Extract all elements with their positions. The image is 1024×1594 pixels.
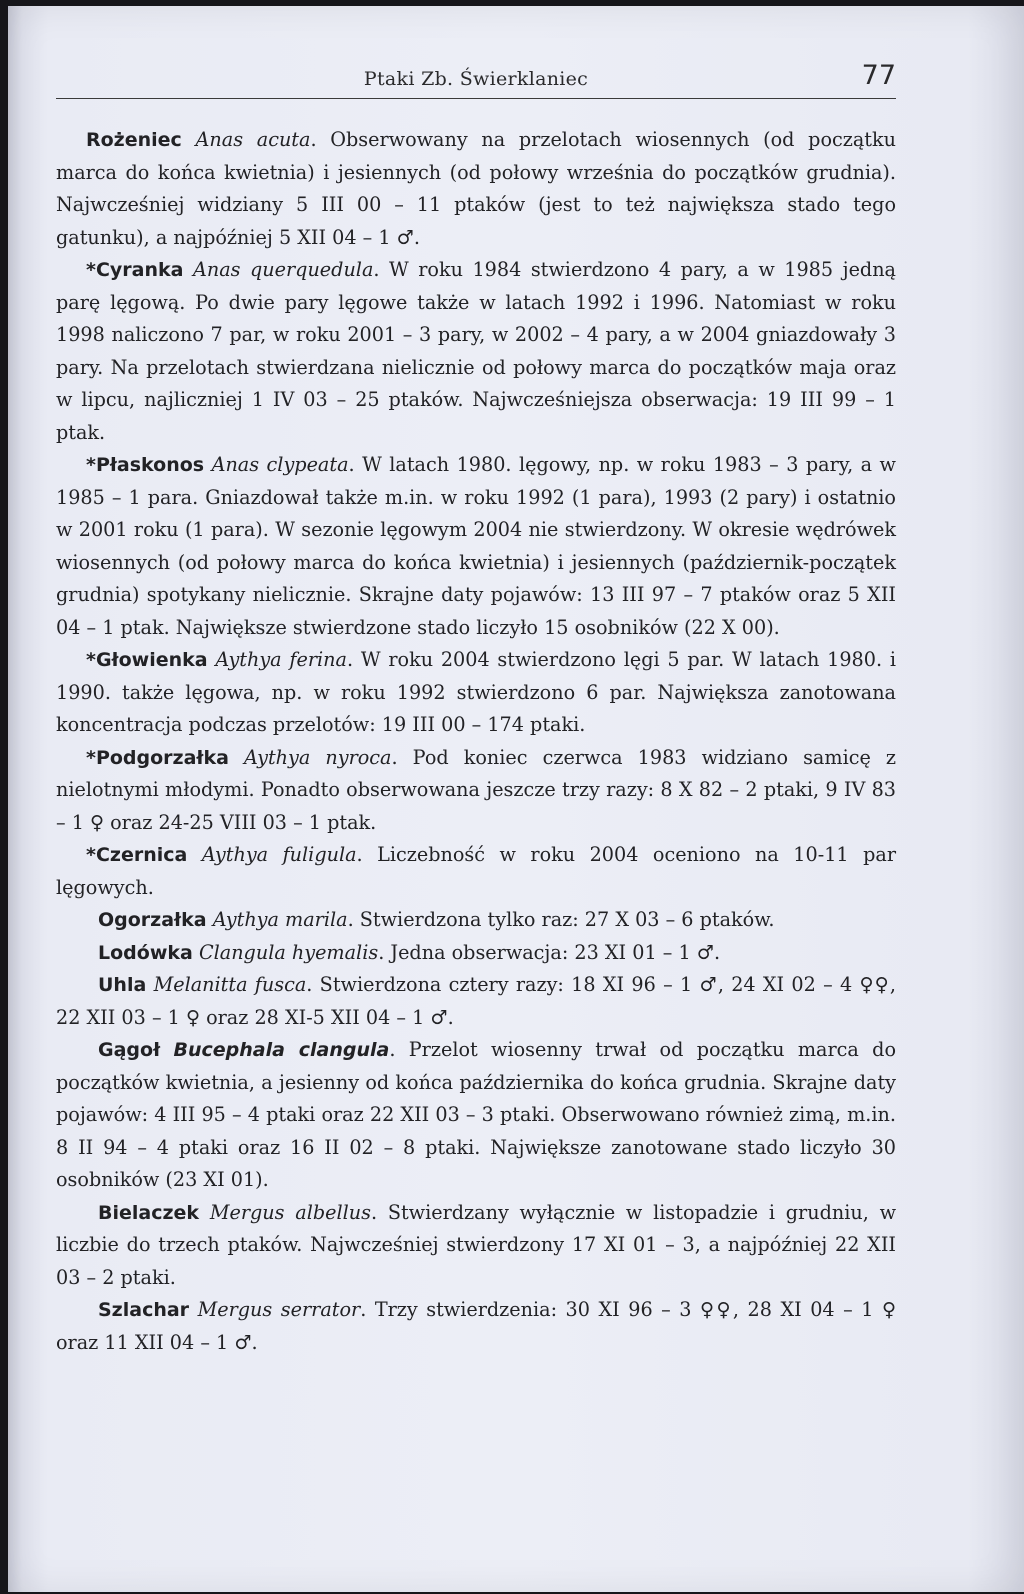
species-name-latin: Anas clypeata bbox=[211, 453, 349, 476]
species-entry-bielaczek bbox=[56, 1197, 896, 1295]
breeding-marker: * bbox=[86, 259, 96, 281]
page-number: 77 bbox=[861, 60, 896, 91]
species-entry-uhla bbox=[56, 969, 896, 1034]
species-name-pl: Płaskonos bbox=[95, 454, 205, 476]
species-name-latin: Melanitta fusca bbox=[153, 973, 307, 996]
species-description: . W roku 2004 stwierdzono lęgi 5 par. W latach 1980. i 1990. także lęgowa, np. w roku 1992 stwierdzono 6 par. Największa zanotowana koncentracja podczas przelotów: 19 III 00 – 174 ptaki. bbox=[56, 648, 896, 736]
species-description: . W roku 1984 stwierdzono 4 pary, a w 1985 jedną parę lęgową. Po dwie pary lęgowe także w latach 1992 i 1996. Natomiast w roku 1998 naliczono 7 par, w roku 2001 – 3 pary, w 2002 – 4 pary, a w 2004 gniazdowały 3 pary. Na przelotach stwierdzana nielicznie od połowy marca do początków maja oraz w lipcu, najliczniej 1 IV 03 – 25 ptaków. Najwcześniejsza obserwacja: 19 III 99 – 1 ptak. bbox=[56, 258, 897, 444]
species-name-latin: Mergus albellus bbox=[209, 1200, 371, 1224]
species-entry-szlachar bbox=[56, 1294, 896, 1359]
breeding-marker: * bbox=[86, 649, 96, 671]
species-name-pl: Czernica bbox=[95, 844, 188, 866]
species-description: . Przelot wiosenny trwał od początku marca do początków kwietnia, a jesienny od końca października do końca grudnia. Skrajne daty pojawów: 4 III 95 – 4 ptaki oraz 22 XII 03 – 3 ptaki. Obserwowano również zimą, m.in. 8 II 94 – 4 ptaki oraz 16 II 02 – 8 ptaki. Największe zanotowane stado liczyło 30 osobników (23 XI 01). bbox=[56, 1038, 897, 1191]
species-entry-gagol bbox=[56, 1034, 896, 1197]
species-description: . Stwierdzona tylko raz: 27 X 03 – 6 ptaków. bbox=[347, 908, 775, 931]
book-page bbox=[8, 6, 1024, 1592]
species-description: . W latach 1980. lęgowy, np. w roku 1983 – 3 pary, a w 1985 – 1 para. Gniazdował także m.in. w roku 1992 (1 para), 1993 (2 pary) i ostatnio w 2001 roku (1 para). W sezonie lęgowym 2004 nie stwierdzony. W okresie wędrówek wiosennych (od połowy marca do końca kwietnia) i jesiennych (październik-początek grudnia) spotykany nielicznie. Skrajne daty pojawów: 13 III 97 – 7 ptaków oraz 5 XII 04 – 1 ptak. Największe stwierdzone stado liczyło 15 osobników (22 X 00). bbox=[56, 453, 896, 639]
species-description: . Obserwowany na przelotach wiosennych (od początku marca do końca kwietnia) i jesiennych (od połowy września do początków grudnia). Najwcześniej widziany 5 III 00 – 11 ptaków (jest to też największa stado tego gatunku), a najpóźniej 5 XII 04 – 1 ♂. bbox=[56, 128, 896, 249]
species-name-pl: Bielaczek bbox=[98, 1201, 200, 1224]
species-name-latin: Aythya fuligula bbox=[201, 843, 357, 866]
species-entry-plaskonos bbox=[56, 449, 896, 644]
species-description: . Jedna obserwacja: 23 XI 01 – 1 ♂. bbox=[378, 940, 721, 964]
species-name-pl: Podgorzałka bbox=[95, 746, 229, 769]
species-name-latin: Anas acuta bbox=[195, 128, 311, 151]
species-name-pl: Głowienka bbox=[95, 649, 208, 671]
species-name-pl: Gągoł bbox=[98, 1039, 161, 1061]
species-description: . Stwierdzany wyłącznie w listopadzie i grudniu, w liczbie do trzech ptaków. Najwcześniej stwierdzony 17 XI 01 – 3, a najpóźniej 22 XII 03 – 2 ptaki. bbox=[56, 1200, 896, 1289]
species-description: . Pod koniec czerwca 1983 widziano samicę z nielotnymi młodymi. Ponadto obserwowana jeszcze trzy razy: 8 X 82 – 2 ptaki, 9 IV 83 – 1 ♀ oraz 24-25 VIII 03 – 1 ptak. bbox=[56, 745, 896, 834]
species-entry-cyranka bbox=[56, 254, 896, 449]
species-name-latin: Bucephala clangula bbox=[173, 1039, 390, 1061]
species-entry-rozeniec bbox=[56, 124, 896, 254]
species-name-latin: Aythya marila bbox=[212, 908, 348, 931]
species-entry-ogorzalka bbox=[56, 904, 896, 937]
species-name-latin: Anas querquedula bbox=[192, 258, 374, 281]
species-name-latin: Clangula hyemalis bbox=[198, 940, 379, 964]
breeding-marker: * bbox=[86, 746, 96, 769]
species-name-latin: Aythya ferina bbox=[215, 648, 347, 671]
breeding-marker: * bbox=[86, 454, 96, 476]
species-description: . Liczebność w roku 2004 oceniono na 10-11 par lęgowych. bbox=[56, 843, 896, 899]
species-list bbox=[56, 124, 896, 1359]
species-entry-lodowka bbox=[56, 937, 896, 970]
species-name-pl: Lodówka bbox=[98, 941, 193, 964]
species-name-latin: Mergus serrator bbox=[197, 1298, 361, 1321]
species-name-pl: Szlachar bbox=[98, 1299, 190, 1321]
species-description: . Stwierdzona cztery razy: 18 XI 96 – 1 ♂, 24 XI 02 – 4 ♀♀, 22 XII 03 – 1 ♀ oraz 28 XI-5 XII 04 – 1 ♂. bbox=[56, 973, 896, 1029]
species-name-pl: Cyranka bbox=[95, 259, 184, 281]
species-name-latin: Aythya nyroca bbox=[244, 745, 392, 769]
running-title: Ptaki Zb. Świerklaniec bbox=[363, 68, 589, 90]
page-header bbox=[56, 60, 896, 99]
breeding-marker: * bbox=[86, 844, 96, 866]
species-name-pl: Ogorzałka bbox=[98, 909, 207, 931]
species-entry-podgorzalka bbox=[56, 742, 896, 840]
species-description: . Trzy stwierdzenia: 30 XI 96 – 3 ♀♀, 28 XI 04 – 1 ♀ oraz 11 XII 04 – 1 ♂. bbox=[56, 1298, 896, 1354]
species-entry-czernica bbox=[56, 839, 896, 904]
species-entry-glowienka bbox=[56, 644, 896, 742]
species-name-pl: Uhla bbox=[98, 974, 147, 996]
species-name-pl: Rożeniec bbox=[86, 129, 182, 151]
